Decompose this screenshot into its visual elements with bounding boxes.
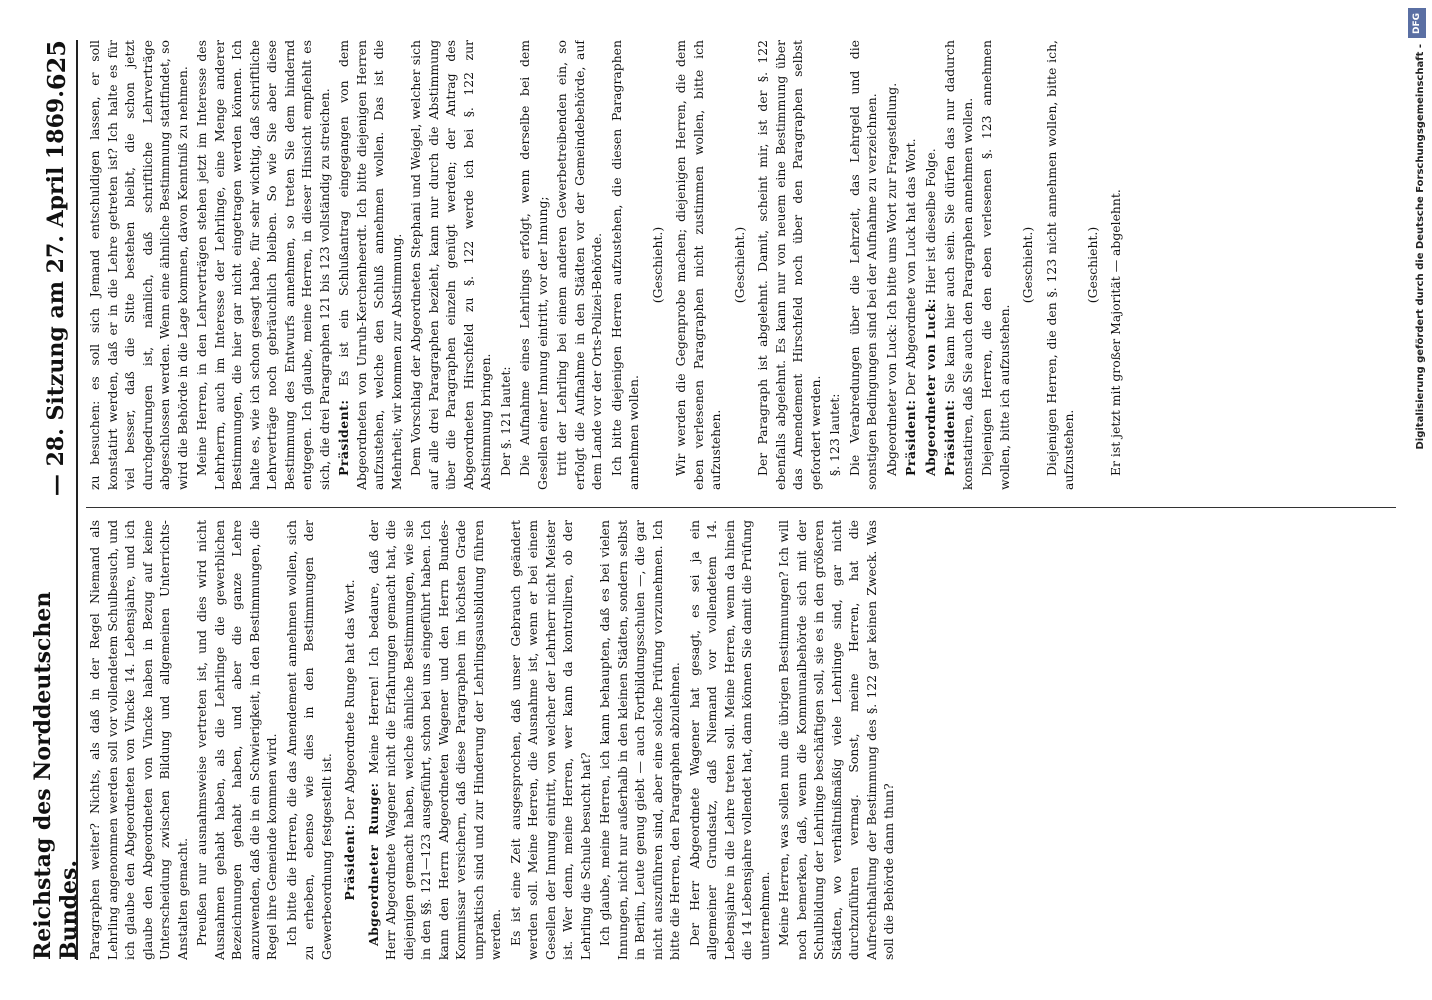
column-divider — [86, 507, 1396, 508]
speaker-line — [341, 520, 359, 960]
paragraph: zu besuchen: es soll sich Jemand entschuldigen lassen, er soll konstatirt werden, daß er in die Lehre getreten ist? Ich halte es für viel besser, daß die Sitte bestehen bleibt, die schon jetzt durchgedrungen ist, nämlich, daß schriftliche Lehrverträge abgeschlossen werden. Wenn eine ähnliche Bestimmung stattfindet, so wird die Behörde in die Lage kommen, davon Kenntniß zu nehmen. — [87, 40, 190, 490]
stage-note: (Geschieht.) — [649, 226, 665, 304]
header-title-right: — 28. Sitzung am 27. April 1869. — [43, 90, 69, 497]
paragraph: Der §. 121 lautet: — [497, 366, 513, 476]
speaker-text: Es ist ein Schlußantrag eingegangen von dem Abgeordneten von Unruh-Kerchenheerdt. Ich bitte diejenigen Herren aufzustehen, welche den Schluß annehmen wollen. Das ist die Mehrheit; wir kommen zur Abstimmung. — [336, 40, 404, 490]
speaker-text: Der Abgeordnete Runge hat das Wort. — [342, 579, 357, 821]
stage-note: (Geschieht.) — [1020, 226, 1035, 304]
page-number: 625 — [41, 40, 71, 91]
speaker-text: Meine Herren! Ich bedaure, daß der Herr Abgeordnete Wagener nicht die Erfahrungen gemacht hat, die diejenigen gemacht haben, welche ähnliche Bestimmungen, wie sie in den §§. 121—123 ausgeführt, schon bei uns eingeführt haben. Ich kann den Herrn Abgeordneten Wagener und den Herrn Bundes-Kommissar versichern, daß diese Paragraphen im höchsten Grade unpraktisch sind und zur Hinderung der Lehrlingsausbildung führen werden. — [365, 520, 503, 960]
speaker-label: Abgeordneter Runge: — [365, 782, 381, 946]
paragraph: Paragraphen weiter? Nichts, als daß in der Regel Niemand als Lehrling angenommen werden soll vor vollendetem Schulbesuch, und ich glaube den Abgeordneten von Vincke 14. Lebensjahre, und ich glaube den Abgeordneten von Vincke haben in Bezug auf keine Unterscheidung zwischen Bildung und allgemeinen Unterrichts-Anstalten gemacht. — [87, 520, 190, 960]
paragraph: Meine Herren, was sollen nun die übrigen Bestimmungen? Ich will noch bemerken, daß, wenn die Kommunalbehörde sich mit der Schulbildung der Lehrlinge beschäftigen soll, sie es in den größeren Städten, wo verhältnißmäßig viele Lehrlinge sind, gar nicht durchzuführen vermag. Sonst, meine Herren, hat die Aufrechthaltung der Bestimmung des §. 122 gar keinen Zweck. Was soll die Behörde dann thun? — [776, 520, 896, 960]
paragraph: Dem Vorschlag der Abgeordneten Stephani und Weigel, welcher sich auf alle drei Paragraphen bezieht, kann nur durch die Abstimmung über die Paragraphen einzeln genügt werden; der Antrag des Abgeordneten Hirschfeld zu §. 122 werde ich bei §. 122 zur Abstimmung bringen. — [408, 40, 493, 490]
paragraph: tritt der Lehrling bei einem anderen Gewerbetreibenden ein, so erfolgt die Aufnahme in den Städten vor der Gemeindebehörde, auf dem Lande vor der Orts-Polizei-Behörde. — [554, 40, 604, 490]
paragraph: Die Verabredungen über die Lehrzeit, das Lehrgeld und die sonstigen Bedingungen sind bei der Aufnahme zu verzeichnen. — [846, 40, 879, 490]
speaker-paragraph — [941, 40, 976, 490]
speaker-paragraph — [365, 520, 505, 960]
speaker-label: Präsident: — [903, 399, 918, 476]
paragraph: Die Aufnahme eines Lehrlings erfolgt, wenn derselbe bei dem Gesellen einer Innung eintritt, vor der Innung; — [517, 40, 550, 490]
page-header — [30, 40, 82, 960]
paragraph: Der Herr Abgeordnete Wagener hat gesagt, es sei ja ein allgemeiner Grundsatz, daß Niemand vor vollendetem 14. Lebensjahre in die Lehre treten soll. Meine Herren, wenn da hinein die 14 Lebensjahre vollendet hat, dann können Sie damit die Prüfung unternehmen. — [686, 520, 772, 960]
speaker-label: Präsident: — [942, 399, 957, 476]
speaker-text: Der Abgeordnete von Luck hat das Wort. — [903, 138, 918, 396]
paragraph: Wir werden die Gegenprobe machen; diejenigen Herren, die dem eben verlesenen Paragraphen nicht zustimmen wollen, bitte ich aufzustehen. — [673, 40, 723, 490]
speaker-paragraph — [902, 40, 920, 490]
paragraph: Er ist jetzt mit großer Majorität — abgelehnt. — [1108, 189, 1123, 476]
paragraph: Diejenigen Herren, die den eben verlesenen §. 123 annehmen wollen, bitte ich aufzustehen. — [979, 40, 1012, 490]
paragraph: §. 123 lautet: — [827, 393, 842, 476]
speaker-text: Sie kann hier auch sein. Sie dürfen das nur dadurch konstatiren, daß Sie auch den Paragraphen annehmen wollen. — [942, 40, 975, 490]
paragraph: Ich bitte diejenigen Herren aufzustehen, die diesen Paragraphen annehmen wollen. — [608, 40, 641, 490]
credit-sidebar — [1408, 8, 1426, 998]
paragraph: Diejenigen Herren, die den §. 123 nicht annehmen wollen, bitte ich, aufzustehen. — [1043, 40, 1076, 490]
dfg-logo: DFG — [1408, 8, 1426, 38]
digitization-credit: Digitalisierung gefördert durch die Deutsche Forschungsgemeinschaft - — [1415, 44, 1426, 450]
speaker-paragraph — [335, 40, 405, 490]
stage-note: (Geschieht.) — [731, 226, 747, 304]
paragraph: Ich glaube, meine Herren, ich kann behaupten, daß es bei vielen Innungen, nicht nur außerhalb in den kleinen Städten, sondern selbst in Berlin, Leute genug giebt — auch Fortbildungsschulen —, die gar nicht auszuführen sind, aber eine solche Prüfung vorzunehmen. Ich bitte die Herren, den Paragraphen abzulehnen. — [597, 520, 682, 960]
header-title-left: Reichstag des Norddeutschen Bundes. — [30, 591, 82, 960]
speaker-label: Präsident: — [336, 399, 351, 476]
left-column — [86, 520, 1396, 960]
document-page — [26, 20, 1406, 980]
speaker-label: Präsident: — [342, 824, 357, 901]
paragraph: Preußen nur ausnahmsweise vertreten ist, und dies wird nicht Ausnahmen gehabt haben, als die Lehrlinge die gewerblichen Bezeichnungen gehabt haben, und aber die ganze Lehre anzuwenden, daß die in ein Schwierigkeit, in den Bestimmungen, die Regel ihre Gemeinde kommen wird. — [194, 520, 279, 960]
speaker-label: Abgeordneter von Luck: — [922, 298, 938, 476]
right-column — [86, 40, 1396, 490]
paragraph: Abgeordneter von Luck: Ich bitte ums Wort zur Fragestellung. — [883, 82, 899, 476]
stage-note: (Geschieht.) — [1084, 226, 1100, 304]
paragraph: Es ist eine Zeit ausgesprochen, daß unser Gebrauch geändert werden soll. Meine Herren, die Ausnahme ist, wenn er bei einem Gesellen der Innung eintritt, von welcher der Lehrherr nicht Meister ist. Wer denn, meine Herren, wer kann da kontrolliren, ob der Lehrling die Schule besucht hat? — [507, 520, 593, 960]
paragraph: Der Paragraph ist abgelehnt. Damit, scheint mir, ist der §. 122 ebenfalls abgelehnt. Es kann nur von neuem eine Bestimmung über das Amendement Hirschfeld noch über den Paragraphen selbst gefordert werden. — [755, 40, 823, 490]
speaker-paragraph — [922, 40, 940, 490]
speaker-text: Hier ist dieselbe Folge. — [922, 148, 938, 295]
paragraph: Ich bitte die Herren, die das Amendement annehmen wollen, sich zu erheben, ebenso wie dies in den Bestimmungen der Gewerbeordnung festgestellt ist. — [283, 520, 334, 960]
paragraph: Meine Herren, in den Lehrverträgen stehen jetzt im Interesse des Lehrherrn, auch im Interesse der Lehrlinge, eine Menge anderer Bestimmungen, die hier gar nicht eingetragen werden können. Ich halte es, wie ich schon gesagt habe, für sehr wichtig, daß schriftliche Lehrverträge noch gebräuchlich bleiben. So wie Sie aber diese Bestimmung des Entwurfs annehmen, so treten Sie dem hindernd entgegen. Ich glaube, meine Herren, in dieser Hinsicht empfiehlt es sich, die drei Paragraphen 121 bis 123 vollständig zu streichen. — [194, 40, 332, 490]
